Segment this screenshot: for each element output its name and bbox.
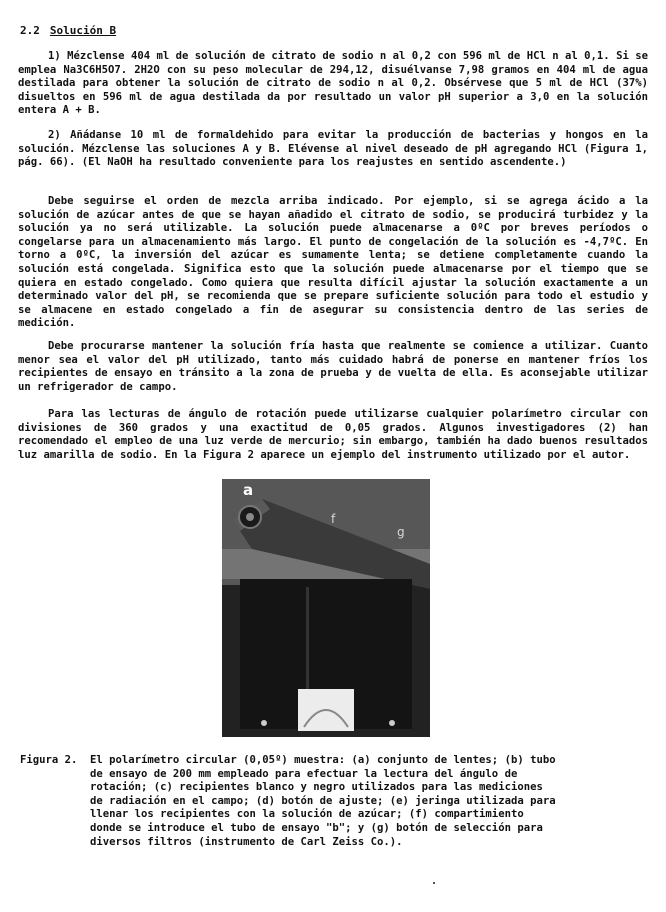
figure-label-g: g <box>397 525 405 539</box>
section-heading <box>20 24 116 38</box>
paragraph-2-text: 2) Añádanse 10 ml de formaldehido para evitar la producción de bacterias y hongos en la solución. Mézclense las soluciones A y B. Elévense al nivel deseado de pH agregando HCl (Figura 1, pág. 66). (El NaOH ha resultado conveniente para los reajustes en sentido ascendente.) <box>18 129 648 169</box>
figure-label-a: a <box>243 481 254 499</box>
section-number: 2.2 <box>20 24 40 37</box>
paragraph-2 <box>18 129 648 170</box>
paragraph-3-text: Debe seguirse el orden de mezcla arriba indicado. Por ejemplo, si se agrega ácido a la solución de azúcar antes de que se hayan añadido el citrato de sodio, se producirá turbidez y la solución ya no será utilizable. La solución puede almacenarse a 0ºC por breves períodos o congelarse para un almacenamiento más largo. El punto de congelación de la solución es -4,7ºC. En torno a 0ºC, la inversión del azúcar es sumamente lenta; se detiene completamente cuando la solución está congelada. Significa esto que la solución puede almacenarse por el tiempo que se quiera en estado congelado. Como quiera que resulta difícil ajustar la solución exactamente a un determinado valor del pH, se recomienda que se prepare suficiente solución para todo el estudio y se almacene en estado congelado a fin de asegurar su consistencia dentro de las series de medición. <box>18 195 648 330</box>
section-title: Solución B <box>49 24 117 37</box>
scan-speck <box>433 882 435 884</box>
figure-caption-label: Figura 2. <box>20 754 78 766</box>
eyepiece-lens <box>246 513 254 521</box>
paragraph-3 <box>18 195 648 331</box>
adjust-knob <box>261 720 267 726</box>
paragraph-4-text: Debe procurarse mantener la solución fría hasta que realmente se comience a utilizar. Cuanto menor sea el valor del pH utilizado, tanto más cuidado habrá de ponerse en mantener fríos los recipientes de ensayo en tránsito a la zona de prueba y de vuelta de ella. Es aconsejable utilizar un refrigerador de campo. <box>18 340 648 393</box>
figure-label-f: f <box>331 512 336 526</box>
paragraph-5 <box>18 408 648 462</box>
paragraph-1-text: 1) Mézclense 404 ml de solución de citrato de sodio n al 0,2 con 596 ml de HCl n al 0,1. Si se emplea Na3C6H5O7. 2H2O con su peso molecular de 294,12, disuélvanse 7,98 gramos en 404 ml de agua destilada para obtener la solución de citrato de sodio n al 0,2. Obsérvese que 5 ml de HCl (37%) disueltos en 596 ml de agua destilada da por resultado un valor pH superior a 3,0 en la solución entera A + B. <box>18 50 648 117</box>
figure-caption-text: El polarímetro circular (0,05º) muestra: (a) conjunto de lentes; (b) tubo de ensayo de 200 mm empleado para efectuar la lectura del ángulo de rotación; (c) recipientes blanco y negro utilizados para las mediciones de radiación en el campo; (d) botón de ajuste; (e) jeringa utilizada para llenar los recipientes con la solución de azúcar; (f) compartimiento donde se introduce el tubo de ensayo "b"; y (g) botón de selección para diversos filtros (instrumento de Carl Zeiss Co.). <box>90 754 556 848</box>
figure-caption <box>20 754 560 849</box>
polarimeter-illustration <box>222 479 430 737</box>
filter-knob <box>389 720 395 726</box>
paragraph-1 <box>18 50 648 118</box>
paragraph-4 <box>18 340 648 394</box>
paragraph-5-text: Para las lecturas de ángulo de rotación puede utilizarse cualquier polarímetro circular con divisiones de 360 grados y una exactitud de 0,05 grados. Algunos investigadores (2) han recomendado el empleo de una luz verde de mercurio; sin embargo, también ha dado buenos resultados luz amarilla de sodio. En la Figura 2 aparece un ejemplo del instrumento utilizado por el autor. <box>18 408 648 461</box>
polarimeter-photo <box>222 479 430 737</box>
